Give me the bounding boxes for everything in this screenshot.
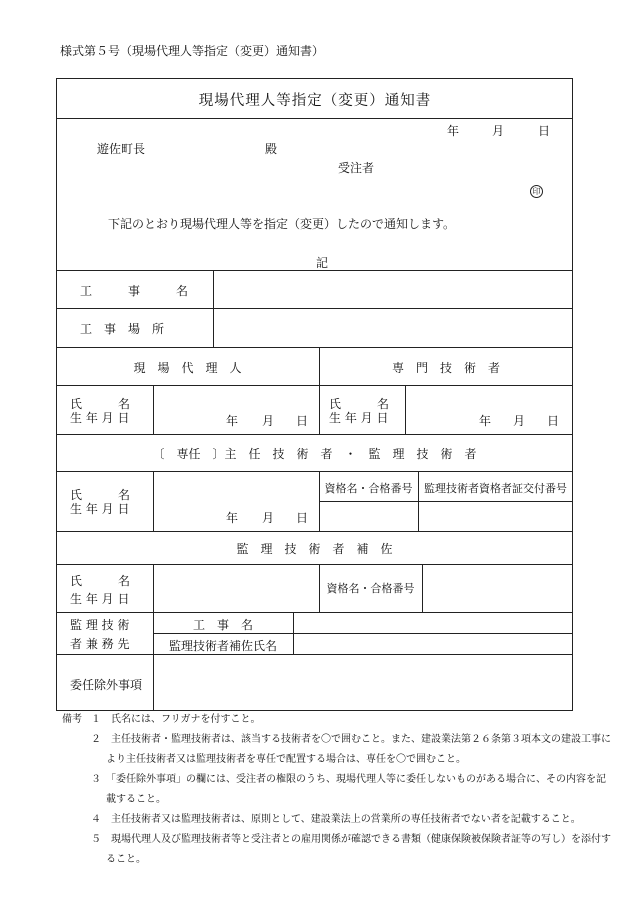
- site-agent-month: 月: [262, 414, 275, 428]
- engineer-month: 月: [262, 511, 275, 525]
- certificate-number-label: 監理技術者資格者証交付番号: [424, 482, 567, 495]
- site-agent-name-label: 氏 名: [70, 397, 131, 411]
- specialist-year: 年: [479, 414, 492, 428]
- seal-icon: 印: [530, 179, 543, 198]
- specialist-header: 専 門 技 術 者: [391, 361, 500, 375]
- note-item: ２ 主任技術者・監理技術者は、該当する技術者を〇で囲むこと。また、建設業法第２６条第３項本文の建設工事に: [91, 734, 611, 745]
- exclusion-label: 委任除外事項: [70, 678, 143, 692]
- note-item: １ 氏名には、フリガナを付すこと。: [91, 714, 261, 725]
- engineer-year: 年: [226, 511, 239, 525]
- engineer-dob-label: 生 年 月 日: [70, 502, 130, 516]
- specialist-dob-label: 生 年 月 日: [329, 411, 389, 425]
- specialist-month: 月: [513, 414, 526, 428]
- specialist-day: 日: [547, 414, 560, 428]
- addressee: 遊佐町長: [97, 142, 146, 156]
- note-item: ３ 「委任除外事項」の欄には、受注者の権限のうち、現場代理人等に委任しないものがある場合に、その内容を記: [91, 774, 606, 785]
- engineer-day: 日: [296, 511, 309, 525]
- day-label: 日: [538, 124, 551, 138]
- concurrent-work-name-label: 工 事 名: [192, 618, 253, 632]
- assistant-name-label: 氏 名: [70, 574, 131, 588]
- note-item: ５ 現場代理人及び監理技術者等と受注者との雇用関係が確認できる書類（健康保険被保険者証等の写し）を添付す: [91, 834, 611, 845]
- assistant-header: 監 理 技 術 者 補 佐: [236, 542, 393, 556]
- specialist-name-label: 氏 名: [329, 397, 390, 411]
- site-agent-day: 日: [296, 414, 309, 428]
- form-code: 様式第５号（現場代理人等指定（変更）通知書）: [60, 44, 325, 58]
- concurrent-label-2: 者 兼 務 先: [70, 637, 130, 651]
- contractor-label: 受注者: [338, 161, 375, 175]
- assistant-dob-label: 生 年 月 日: [70, 592, 130, 606]
- note-continuation: 載すること。: [106, 794, 166, 805]
- engineer-name-label: 氏 名: [70, 488, 131, 502]
- site-agent-year: 年: [226, 414, 239, 428]
- ki-label: 記: [316, 256, 329, 270]
- engineer-qualification-label: 資格名・合格番号: [324, 482, 413, 495]
- assistant-qualification-label: 資格名・合格番号: [326, 582, 415, 595]
- notes-list: [91, 710, 611, 870]
- month-label: 月: [492, 124, 505, 138]
- site-agent-header: 現 場 代 理 人: [133, 361, 242, 375]
- work-place-label: 工 事 場 所: [80, 322, 165, 336]
- form-title: 現場代理人等指定（変更）通知書: [198, 93, 432, 109]
- work-name-label: 工 事 名: [80, 284, 189, 298]
- site-agent-dob-label: 生 年 月 日: [70, 411, 130, 425]
- note-continuation: より主任技術者又は監理技術者を専任で配置する場合は、専任を〇で囲むこと。: [106, 754, 466, 765]
- concurrent-label-1: 監 理 技 術: [70, 618, 130, 632]
- honorific: 殿: [265, 142, 278, 156]
- year-label: 年: [447, 124, 460, 138]
- note-item: ４ 主任技術者又は監理技術者は、原則として、建設業法上の営業所の専任技術者でない者を記載すること。: [91, 814, 581, 825]
- note-continuation: ること。: [106, 854, 146, 865]
- notes-heading: 備考: [62, 714, 82, 725]
- engineer-header: 〔 専任 〕主 任 技 術 者 ・ 監 理 技 術 者: [152, 447, 477, 461]
- notice-text: 下記のとおり現場代理人等を指定（変更）したので通知します。: [108, 217, 456, 231]
- assistant-name-field-label: 監理技術者補佐氏名: [168, 639, 277, 653]
